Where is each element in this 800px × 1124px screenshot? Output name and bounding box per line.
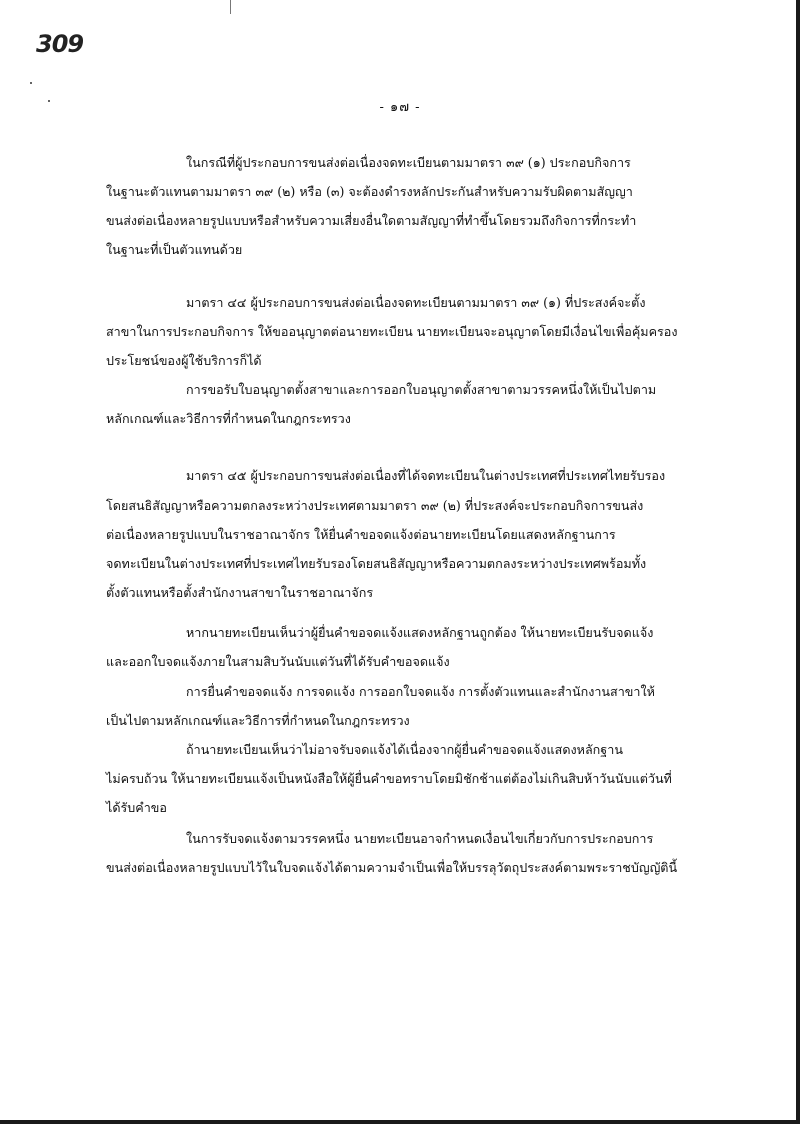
page-number: - ๑๗ - — [379, 100, 421, 115]
text-line: ในการรับจดแจ้งตามวรรคหนึ่ง นายทะเบียนอาจกำหนดเงื่อนไขเกี่ยวกับการประกอบการ — [186, 831, 654, 846]
text-line: ในฐานะที่เป็นตัวแทนด้วย — [106, 242, 243, 257]
text-line: ตั้งตัวแทนหรือตั้งสำนักงานสาขาในราชอาณาจักร — [106, 585, 374, 600]
text-line: ต่อเนื่องหลายรูปแบบในราชอาณาจักร ให้ยื่นคำขอจดแจ้งต่อนายทะเบียนโดยแสดงหลักฐานการ — [106, 527, 616, 542]
text-line: สาขาในการประกอบกิจการ ให้ขออนุญาตต่อนายทะเบียน นายทะเบียนจะอนุญาตโดยมีเงื่อนไขเพื่อคุ้มครอง — [106, 324, 678, 339]
text-line: และออกใบจดแจ้งภายในสามสิบวันนับแต่วันที่ได้รับคำขอจดแจ้ง — [106, 654, 450, 669]
text-line: ขนส่งต่อเนื่องหลายรูปแบบไว้ในใบจดแจ้งได้ตามความจำเป็นเพื่อให้บรรลุวัตถุประสงค์ตามพระราชบัญญัตินี้ — [106, 860, 678, 875]
text-line: จดทะเบียนในต่างประเทศที่ประเทศไทยรับรองโดยสนธิสัญญาหรือความตกลงระหว่างประเทศพร้อมทั้ง — [106, 556, 647, 571]
text-line: ในกรณีที่ผู้ประกอบการขนส่งต่อเนื่องจดทะเบียนตามมาตรา ๓๙ (๑) ประกอบกิจการ — [186, 155, 631, 170]
text-line: ถ้านายทะเบียนเห็นว่าไม่อาจรับจดแจ้งได้เนื่องจากผู้ยื่นคำขอจดแจ้งแสดงหลักฐาน — [186, 742, 623, 757]
text-line: มาตรา ๔๕ ผู้ประกอบการขนส่งต่อเนื่องที่ได้จดทะเบียนในต่างประเทศที่ประเทศไทยรับรอง — [186, 468, 666, 483]
text-line: ในฐานะตัวแทนตามมาตรา ๓๙ (๒) หรือ (๓) จะต้องดำรงหลักประกันสำหรับความรับผิดตามสัญญา — [106, 184, 633, 199]
scan-border-bottom — [0, 1120, 800, 1124]
text-line: หากนายทะเบียนเห็นว่าผู้ยื่นคำขอจดแจ้งแสดงหลักฐานถูกต้อง ให้นายทะเบียนรับจดแจ้ง — [186, 625, 654, 640]
text-line: ไม่ครบถ้วน ให้นายทะเบียนแจ้งเป็นหนังสือให้ผู้ยื่นคำขอทราบโดยมิชักช้าแต่ต้องไม่เกินสิบห้าวันนับแต่วันที่ — [106, 771, 672, 786]
text-line: มาตรา ๔๔ ผู้ประกอบการขนส่งต่อเนื่องจดทะเบียนตามมาตรา ๓๙ (๑) ที่ประสงค์จะตั้ง — [186, 295, 646, 310]
text-line: ขนส่งต่อเนื่องหลายรูปแบบหรือสำหรับความเสี่ยงอื่นใดตามสัญญาที่ทำขึ้นโดยรวมถึงกิจการที่กระทำ — [106, 213, 637, 228]
scan-speck — [30, 82, 32, 84]
text-line: เป็นไปตามหลักเกณฑ์และวิธีการที่กำหนดในกฎกระทรวง — [106, 713, 410, 728]
text-line: โดยสนธิสัญญาหรือความตกลงระหว่างประเทศตามมาตรา ๓๙ (๒) ที่ประสงค์จะประกอบกิจการขนส่ง — [106, 498, 644, 513]
text-line: การขอรับใบอนุญาตตั้งสาขาและการออกใบอนุญาตตั้งสาขาตามวรรคหนึ่งให้เป็นไปตาม — [186, 382, 657, 397]
scan-border-right — [796, 0, 800, 1124]
handwritten-page-number: 309 — [36, 30, 84, 58]
text-line: หลักเกณฑ์และวิธีการที่กำหนดในกฎกระทรวง — [106, 411, 351, 426]
text-line: ประโยชน์ของผู้ใช้บริการก็ได้ — [106, 353, 262, 368]
scan-artifact-line — [230, 0, 231, 14]
text-line: ได้รับคำขอ — [106, 800, 167, 815]
text-line: การยื่นคำขอจดแจ้ง การจดแจ้ง การออกใบจดแจ้ง การตั้งตัวแทนและสำนักงานสาขาให้ — [186, 684, 655, 699]
